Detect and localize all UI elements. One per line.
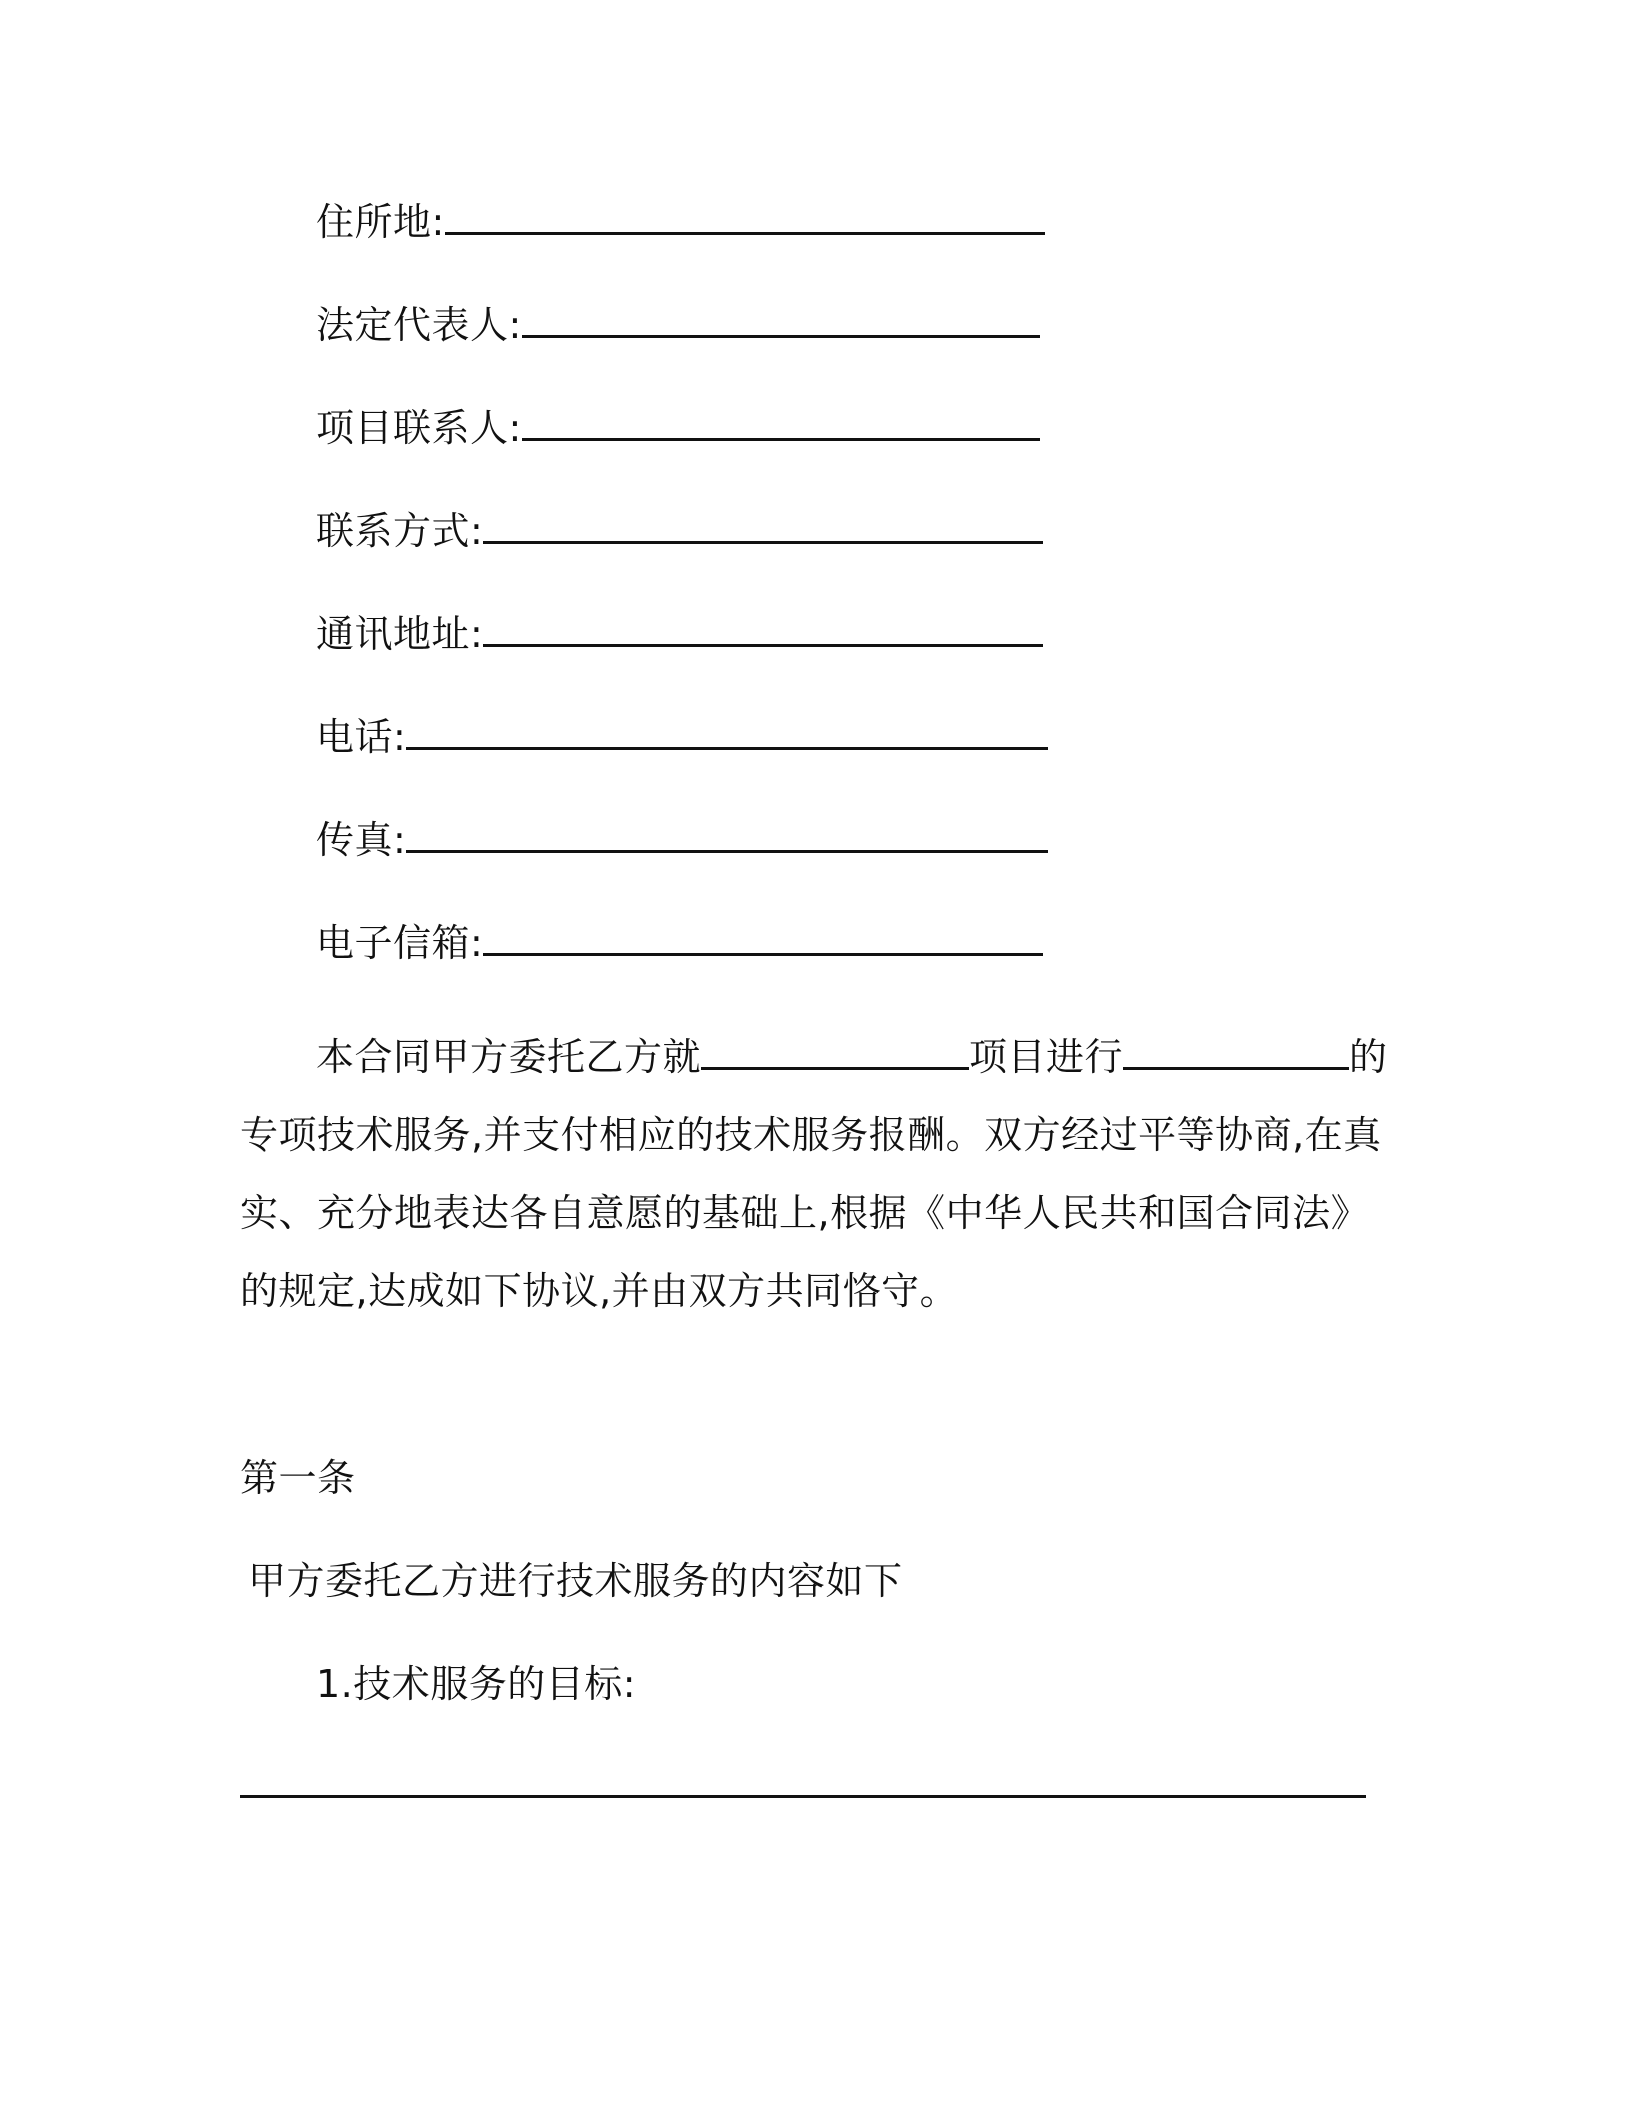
fax-label: 传真: <box>316 818 407 862</box>
legal-rep-blank[interactable] <box>522 303 1040 338</box>
contact-method-blank[interactable] <box>483 509 1043 544</box>
fax-blank[interactable] <box>406 818 1048 853</box>
address-blank[interactable] <box>445 200 1045 235</box>
mailing-address-label: 通讯地址: <box>316 612 484 656</box>
service-goal-blank[interactable] <box>240 1795 1366 1798</box>
intro-part3: 的专项技术服务,并支付相应的技术服务报酬。双方经过平等协商,在真实、充分地表达各自意愿的基础上,根据《中华人民共和国合同法》的规定,达成如下协议,并由双方共同恪守。 <box>240 1035 1388 1313</box>
email-label: 电子信箱: <box>316 921 484 965</box>
service-goal-item: 1.技术服务的目标: <box>316 1662 637 1706</box>
project-contact-blank[interactable] <box>522 406 1040 441</box>
legal-rep-field <box>316 299 1040 351</box>
service-type-blank[interactable] <box>1123 1035 1349 1070</box>
address-label: 住所地: <box>316 200 445 244</box>
article1-subheading: 甲方委托乙方进行技术服务的内容如下 <box>248 1559 903 1603</box>
contact-method-label: 联系方式: <box>316 509 484 553</box>
intro-paragraph <box>240 1018 1390 1330</box>
project-contact-label: 项目联系人: <box>316 406 522 450</box>
contact-method-field <box>316 505 1043 557</box>
intro-part2: 项目进行 <box>969 1035 1124 1079</box>
email-field <box>316 917 1043 969</box>
phone-field <box>316 711 1048 763</box>
legal-rep-label: 法定代表人: <box>316 303 522 347</box>
intro-part1: 本合同甲方委托乙方就 <box>316 1035 702 1079</box>
project-contact-field <box>316 402 1040 454</box>
mailing-address-blank[interactable] <box>483 612 1043 647</box>
fax-field <box>316 814 1048 866</box>
project-name-blank[interactable] <box>701 1035 969 1070</box>
phone-label: 电话: <box>316 715 407 759</box>
article1-heading: 第一条 <box>240 1456 356 1500</box>
email-blank[interactable] <box>483 921 1043 956</box>
address-field <box>316 196 1045 248</box>
mailing-address-field <box>316 608 1043 660</box>
phone-blank[interactable] <box>406 715 1048 750</box>
